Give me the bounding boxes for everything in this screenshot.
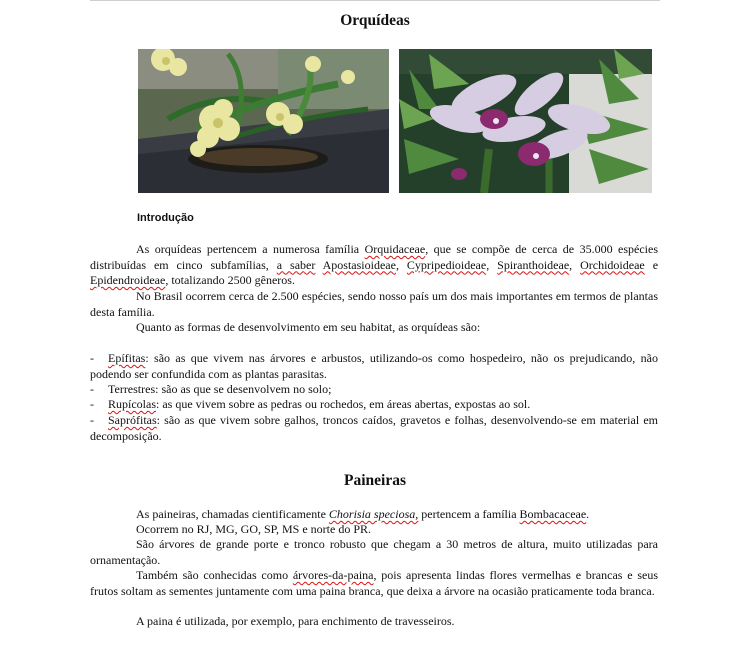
text: Saprófitas xyxy=(108,413,157,427)
paragraph-paineiras-3 xyxy=(90,537,658,568)
text: , xyxy=(486,257,498,272)
text: Apostasioideae xyxy=(322,257,396,272)
paragraph-paineiras-4 xyxy=(90,568,658,599)
bullet-rupicolas xyxy=(90,397,658,413)
text: , xyxy=(569,257,581,272)
photo-yellow-orchids xyxy=(138,49,389,193)
paragraph-paineiras-2 xyxy=(90,522,658,538)
text: , que se compõe de cerca de 35.000 espécies distribuídas em cinco subfamílias, xyxy=(90,242,658,272)
paragraph-intro-1 xyxy=(90,242,658,289)
text: Ocorrem no RJ, MG, GO, SP, MS e norte do PR. xyxy=(136,522,372,536)
text: . xyxy=(586,507,590,521)
bullet-dash: - xyxy=(90,351,94,365)
text: As orquídeas pertencem a numerosa família xyxy=(136,242,365,256)
bullet-saprofitas xyxy=(90,413,658,444)
text: : as que vivem sobre as pedras ou rochedos, em áreas abertas, expostas ao sol. xyxy=(156,397,531,411)
section-title-orquideas: Orquídeas xyxy=(340,12,410,29)
bullet-dash: - xyxy=(90,382,94,396)
text: São árvores de grande porte e tronco robusto que chegam a 30 metros de altura, muito utilizadas para ornamentação. xyxy=(90,537,658,567)
text: Cypripedioideae xyxy=(406,257,487,272)
paragraph-paineiras-5 xyxy=(90,614,658,630)
bullet-dash: - xyxy=(90,397,94,411)
text: Terrestres: são as que se desenvolvem no solo; xyxy=(108,382,332,396)
text: Spiranthoideae xyxy=(497,257,570,272)
page-top-edge xyxy=(90,0,660,1)
text: Bombacaceae xyxy=(519,507,587,521)
text: Também são conhecidas como xyxy=(136,568,293,582)
text: a saber xyxy=(276,257,316,272)
subheading-introducao: Introdução xyxy=(137,212,194,224)
text: Chorisia speciosa, xyxy=(328,507,419,521)
text: pertencem a família xyxy=(418,507,520,521)
text: Orquidaceae xyxy=(364,242,426,256)
text: No Brasil ocorrem cerca de 2.500 espécies, sendo nosso país um dos mais importantes em termos de plantas desta família. xyxy=(90,289,658,319)
text: Rupícolas xyxy=(108,397,156,411)
bullet-dash: - xyxy=(90,413,94,427)
text: : são as que vivem sobre galhos, troncos caídos, gravetos e folhas, desenvolvendo-se em material em decomposição. xyxy=(90,413,658,443)
photo-lilac-cattleya xyxy=(399,49,652,193)
text: As paineiras, chamadas cientificamente xyxy=(136,507,329,521)
text: Epífitas xyxy=(108,351,146,365)
paragraph-paineiras-1 xyxy=(90,507,658,523)
bullet-terrestres xyxy=(90,382,658,398)
text: : são as que vivem nas árvores e arbustos, utilizando-os como hospedeiro, não os prejudicando, não podendo ser confundida com as plantas parasitas. xyxy=(90,351,658,381)
text: árvores-da-paina xyxy=(292,568,374,582)
text xyxy=(315,258,322,272)
text: , pois apresenta lindas flores vermelhas e brancas e seus frutos soltam as sementes juntamente com uma paina branca, que deixa a árvore na ocasião praticamente toda branca. xyxy=(90,568,658,598)
text: A paina é utilizada, por exemplo, para enchimento de travesseiros. xyxy=(136,614,455,628)
paragraph-intro-2 xyxy=(90,289,658,320)
paragraph-intro-3 xyxy=(90,320,658,336)
text: , xyxy=(395,257,407,272)
text: Epidendroideae xyxy=(90,273,166,287)
section-title-paineiras: Paineiras xyxy=(344,472,406,489)
bullet-epifitas xyxy=(90,351,658,382)
text: Quanto as formas de desenvolvimento em seu habitat, as orquídeas são: xyxy=(136,320,481,334)
text: Orchidoideae xyxy=(580,257,645,272)
text: e xyxy=(644,257,659,272)
text: , totalizando 2500 gêneros. xyxy=(165,273,295,287)
